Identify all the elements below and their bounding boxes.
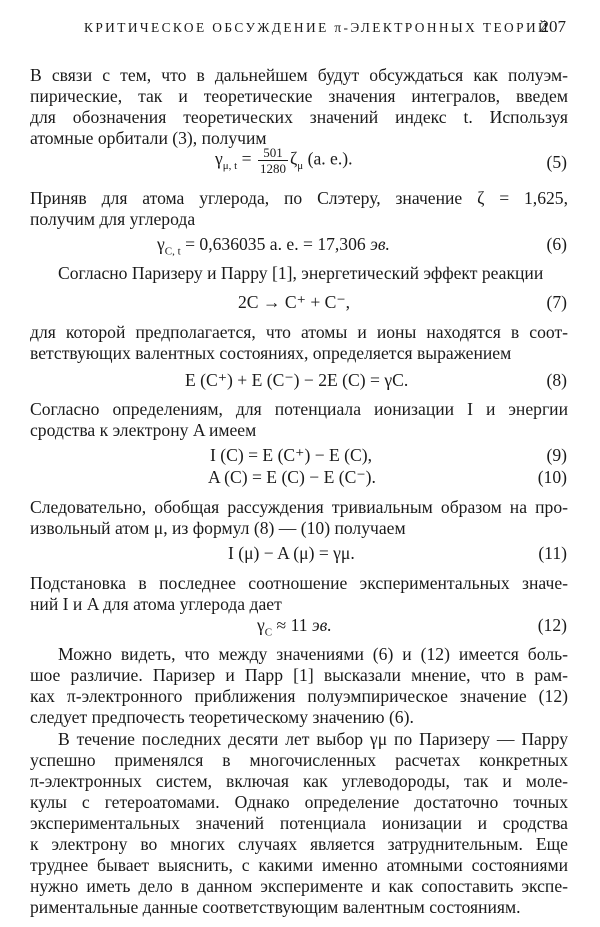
equation-number-10: (10) [537,467,567,487]
equation-number-5: (5) [546,152,567,172]
equation-number-9: (9) [546,445,567,465]
p9-line-7: труднее бывает выяснить, с какими именно атомными состояниями [30,855,568,875]
equation-7: 2C → C⁺ + C⁻, [238,292,351,312]
p1-line-3: для обозначения теоретических значений индекс t. Используя [30,107,568,127]
p2-line-1: Приняв для атома углерода, по Слэтеру, значение ζ = 1,625, [30,188,568,208]
p9-line-5: экспериментальных значений потенциала ионизации и сродства [30,813,568,833]
p3-line-1: Согласно Паризеру и Парру [1], энергетический эффект реакции [58,263,544,283]
equation-number-8: (8) [546,370,567,390]
p2-line-2: получим для углерода [30,209,196,229]
fraction: $\frac{501}{1280}$ [259,145,286,176]
p8-line-1: Можно видеть, что между значениями (6) и (12) имеется боль- [58,644,568,664]
p6-line-2: извольный атом μ, из формул (8) — (10) получаем [30,518,406,538]
equation-8: E (C⁺) + E (C⁻) − 2E (C) = γC. [185,370,409,390]
page-number: 207 [540,17,566,36]
equation-number-11: (11) [538,543,567,563]
p1-line-4: атомные орбитали (3), получим [30,128,267,148]
p9-line-2: успешно применялся в многочисленных расчетах конкретных [30,750,568,770]
p6-line-1: Следовательно, обобщая рассуждения тривиальным образом на про- [30,497,568,517]
p5-line-1: Согласно определениям, для потенциала ионизации I и энергии [30,399,568,419]
p7-line-1: Подстановка в последнее соотношение экспериментальных значе- [30,573,568,593]
p9-line-1: В течение последних десяти лет выбор γμ по Паризеру — Парру [58,729,568,749]
p1-line-2: пирические, так и теоретические значения интегралов, введем [30,86,568,106]
p9-line-3: π-электронных систем, включая как углеводороды, так и моле- [30,771,568,791]
p7-line-2: ний I и A для атома углерода дает [30,594,282,614]
equation-number-6: (6) [546,234,567,254]
equation-11: I (μ) − A (μ) = γμ. [228,543,355,563]
p8-line-3: ках π-электронного приближения полуэмпирическое значение (12) [30,686,568,706]
p9-line-8: нужно иметь дело в данном эксперименте и как сопоставить экспе- [30,876,568,896]
p9-line-4: кулы с гетероатомами. Однако определение достаточно точных [30,792,568,812]
p4-line-1: для которой предполагается, что атомы и ионы находятся в соот- [30,322,568,342]
equation-9: I (C) = E (C⁺) − E (C), [210,445,373,465]
equation-5: $\gamma_{\mu, t}$ = $\frac{501}{1280}$ $\zeta_\mu$ (а. е.). [215,145,353,176]
equation-number-7: (7) [546,292,567,312]
p9-line-6: к электрону во многих случаях является затруднительным. Еще [30,834,568,854]
equation-10: A (C) = E (C) − E (C⁻). [208,467,376,487]
p1-line-1: В связи с тем, что в дальнейшем будут обсуждаться как полуэм- [30,65,568,85]
equation-6: $\gamma_{C, t} = 0,636035$ а. е. = 17,306 эв. [157,234,390,258]
p5-line-2: сродства к электрону A имеем [30,420,257,440]
equation-12: $\gamma_C \approx 11$ эв. [257,615,332,639]
p8-line-2: шое различие. Паризер и Парр [1] высказали мнение, что в рам- [30,665,568,685]
p9-line-9: риментальные данные соответствующим валентным состояниям. [30,897,521,917]
p4-line-2: ветствующих валентных состояниях, определяется выражением [30,343,512,363]
equation-number-12: (12) [537,615,567,635]
p8-line-4: следует предпочесть теоретическому значению (6). [30,707,414,727]
running-title: КРИТИЧЕСКОЕ ОБСУЖДЕНИЕ π-ЭЛЕКТРОННЫХ ТЕОРИЙ [84,20,551,35]
